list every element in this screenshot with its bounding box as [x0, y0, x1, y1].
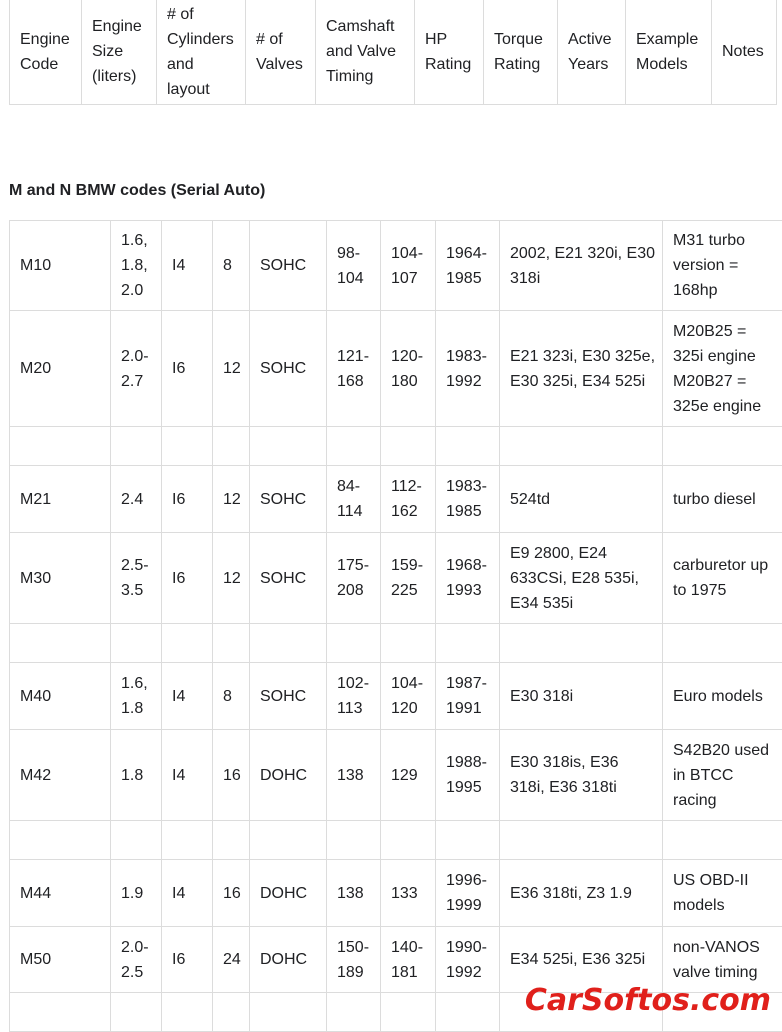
cell-torque: 104-107: [381, 221, 436, 311]
cell-torque: 112-162: [381, 466, 436, 533]
cell-size: 2.0-2.5: [111, 927, 162, 993]
empty-cell: [10, 821, 111, 860]
cell-cam: DOHC: [250, 730, 327, 821]
table-row: [10, 311, 782, 427]
table-row-spacer: [10, 427, 782, 466]
column-header-engine-code: Engine Code: [10, 0, 82, 105]
cell-notes: non-VANOS valve timing: [663, 927, 782, 993]
cell-cyl: I6: [162, 533, 213, 624]
empty-cell: [327, 427, 381, 466]
column-header-torque: Torque Rating: [484, 0, 558, 105]
carsoftos-watermark: CarSoftos.com: [524, 983, 771, 1018]
cell-code: M42: [10, 730, 111, 821]
empty-cell: [111, 624, 162, 663]
empty-cell: [500, 821, 663, 860]
empty-cell: [162, 624, 213, 663]
cell-code: M20: [10, 311, 111, 427]
cell-torque: 120-180: [381, 311, 436, 427]
cell-torque: 104-120: [381, 663, 436, 730]
cell-cam: SOHC: [250, 533, 327, 624]
cell-cyl: I6: [162, 466, 213, 533]
cell-years: 1988-1995: [436, 730, 500, 821]
cell-code: M40: [10, 663, 111, 730]
cell-cyl: I6: [162, 311, 213, 427]
cell-models: E36 318ti, Z3 1.9: [500, 860, 663, 927]
empty-cell: [436, 993, 500, 1032]
table-row: [10, 533, 782, 624]
empty-cell: [327, 993, 381, 1032]
cell-cyl: I6: [162, 927, 213, 993]
empty-cell: [327, 821, 381, 860]
empty-cell: [111, 993, 162, 1032]
empty-cell: [663, 624, 782, 663]
cell-valves: 12: [213, 533, 250, 624]
header-row: [10, 0, 777, 105]
cell-notes: turbo diesel: [663, 466, 782, 533]
table-row: [10, 860, 782, 927]
cell-size: 1.8: [111, 730, 162, 821]
empty-cell: [663, 427, 782, 466]
cell-code: M30: [10, 533, 111, 624]
empty-cell: [436, 821, 500, 860]
empty-cell: [10, 993, 111, 1032]
cell-models: E21 323i, E30 325e, E30 325i, E34 525i: [500, 311, 663, 427]
cell-hp: 138: [327, 860, 381, 927]
empty-cell: [213, 427, 250, 466]
empty-cell: [10, 427, 111, 466]
empty-cell: [436, 624, 500, 663]
cell-models: 2002, E21 320i, E30 318i: [500, 221, 663, 311]
cell-valves: 16: [213, 730, 250, 821]
empty-cell: [213, 624, 250, 663]
cell-cam: SOHC: [250, 466, 327, 533]
cell-cam: DOHC: [250, 860, 327, 927]
cell-models: E30 318i: [500, 663, 663, 730]
cell-valves: 24: [213, 927, 250, 993]
empty-cell: [436, 427, 500, 466]
cell-size: 1.9: [111, 860, 162, 927]
cell-years: 1990-1992: [436, 927, 500, 993]
empty-cell: [500, 624, 663, 663]
cell-models: E34 525i, E36 325i: [500, 927, 663, 993]
cell-cam: SOHC: [250, 311, 327, 427]
cell-cyl: I4: [162, 730, 213, 821]
cell-cyl: I4: [162, 221, 213, 311]
cell-torque: 133: [381, 860, 436, 927]
empty-cell: [500, 427, 663, 466]
table-row-spacer: [10, 821, 782, 860]
cell-notes: M31 turbo version = 168hp: [663, 221, 782, 311]
column-header-active-years: Active Years: [558, 0, 626, 105]
empty-cell: [250, 427, 327, 466]
cell-years: 1968-1993: [436, 533, 500, 624]
cell-hp: 121-168: [327, 311, 381, 427]
cell-size: 2.5-3.5: [111, 533, 162, 624]
cell-years: 1987-1991: [436, 663, 500, 730]
cell-years: 1996-1999: [436, 860, 500, 927]
empty-cell: [10, 624, 111, 663]
cell-size: 1.6, 1.8: [111, 663, 162, 730]
cell-code: M50: [10, 927, 111, 993]
cell-size: 2.4: [111, 466, 162, 533]
cell-valves: 12: [213, 466, 250, 533]
empty-cell: [381, 993, 436, 1032]
column-header-valves: # of Valves: [246, 0, 316, 105]
cell-code: M10: [10, 221, 111, 311]
cell-years: 1983-1985: [436, 466, 500, 533]
empty-cell: [250, 993, 327, 1032]
table-row: [10, 730, 782, 821]
cell-valves: 8: [213, 221, 250, 311]
empty-cell: [213, 993, 250, 1032]
table-row: [10, 221, 782, 311]
column-header-engine-size: Engine Size (liters): [82, 0, 157, 105]
table-row: [10, 466, 782, 533]
cell-cam: SOHC: [250, 221, 327, 311]
cell-cyl: I4: [162, 860, 213, 927]
cell-code: M44: [10, 860, 111, 927]
cell-size: 2.0-2.7: [111, 311, 162, 427]
cell-torque: 159-225: [381, 533, 436, 624]
cell-years: 1964-1985: [436, 221, 500, 311]
cell-models: E30 318is, E36 318i, E36 318ti: [500, 730, 663, 821]
cell-notes: S42B20 used in BTCC racing: [663, 730, 782, 821]
cell-hp: 175-208: [327, 533, 381, 624]
cell-size: 1.6, 1.8, 2.0: [111, 221, 162, 311]
empty-cell: [162, 821, 213, 860]
cell-valves: 12: [213, 311, 250, 427]
cell-models: 524td: [500, 466, 663, 533]
cell-valves: 8: [213, 663, 250, 730]
cell-notes: carburetor up to 1975: [663, 533, 782, 624]
table-row: [10, 663, 782, 730]
cell-hp: 150-189: [327, 927, 381, 993]
empty-cell: [111, 427, 162, 466]
cell-cam: DOHC: [250, 927, 327, 993]
cell-torque: 129: [381, 730, 436, 821]
empty-cell: [250, 624, 327, 663]
table-row-spacer: [10, 624, 782, 663]
cell-hp: 138: [327, 730, 381, 821]
cell-models: E9 2800, E24 633CSi, E28 535i, E34 535i: [500, 533, 663, 624]
cell-torque: 140-181: [381, 927, 436, 993]
column-header-example-models: Example Models: [626, 0, 712, 105]
empty-cell: [162, 427, 213, 466]
column-header-hp: HP Rating: [415, 0, 484, 105]
cell-notes: Euro models: [663, 663, 782, 730]
cell-cyl: I4: [162, 663, 213, 730]
empty-cell: [381, 821, 436, 860]
cell-hp: 84-114: [327, 466, 381, 533]
cell-notes: M20B25 = 325i engine M20B27 = 325e engine: [663, 311, 782, 427]
column-header-notes: Notes: [712, 0, 777, 105]
empty-cell: [162, 993, 213, 1032]
empty-cell: [381, 624, 436, 663]
cell-code: M21: [10, 466, 111, 533]
column-header-cylinders: # of Cylinders and layout: [157, 0, 246, 105]
cell-valves: 16: [213, 860, 250, 927]
empty-cell: [663, 821, 782, 860]
cell-notes: US OBD-II models: [663, 860, 782, 927]
empty-cell: [250, 821, 327, 860]
empty-cell: [213, 821, 250, 860]
empty-cell: [327, 624, 381, 663]
engine-table: [9, 220, 782, 1032]
cell-hp: 98-104: [327, 221, 381, 311]
empty-cell: [111, 821, 162, 860]
cell-years: 1983-1992: [436, 311, 500, 427]
empty-cell: [381, 427, 436, 466]
cell-hp: 102-113: [327, 663, 381, 730]
section-heading: M and N BMW codes (Serial Auto): [9, 182, 266, 199]
engine-table-header: [9, 0, 777, 105]
column-header-camshaft: Camshaft and Valve Timing: [316, 0, 415, 105]
cell-cam: SOHC: [250, 663, 327, 730]
